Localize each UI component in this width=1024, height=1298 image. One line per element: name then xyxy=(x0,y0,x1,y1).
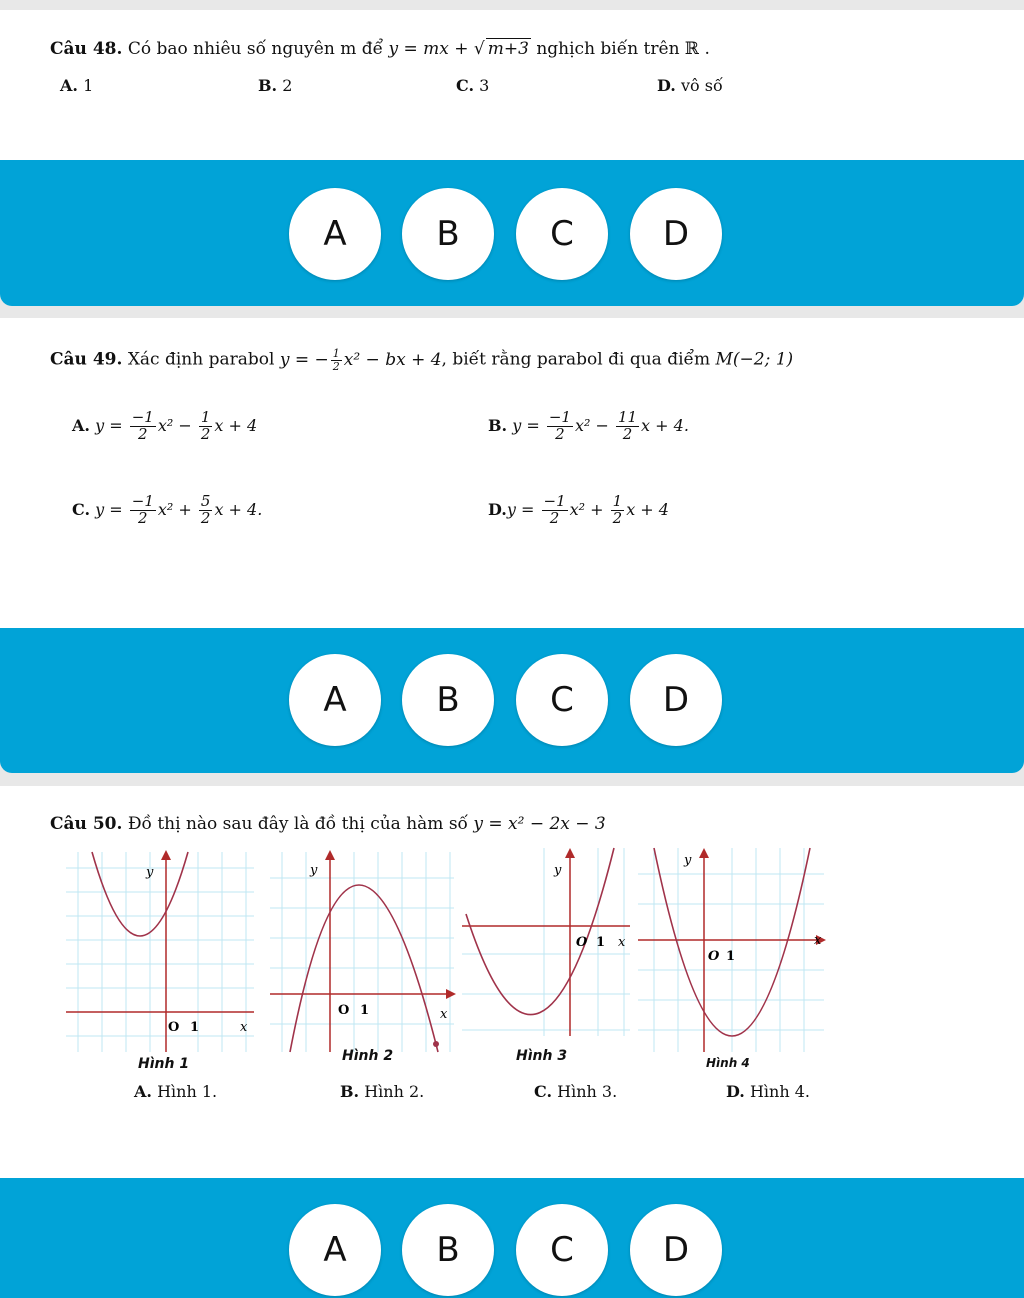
question-49-label: Câu 49. xyxy=(50,349,123,370)
q48-option-d: D. vô số xyxy=(657,76,723,95)
q48-option-c: C. 3 xyxy=(456,76,490,95)
answer-c-button[interactable]: C xyxy=(516,1204,608,1296)
question-48-label: Câu 48. xyxy=(50,39,123,59)
question-50-card xyxy=(0,786,1024,1178)
q50-option-c: C. Hình 3. xyxy=(534,1082,618,1101)
question-49-prompt: Xác định parabol xyxy=(127,349,275,370)
answer-band-50 xyxy=(0,1178,1024,1298)
figure-4-y-label: y xyxy=(684,853,692,868)
question-49-prompt-end: , biết rằng parabol đi qua điểm xyxy=(441,349,711,370)
question-48-expression: y = mx + √ m+3 xyxy=(388,39,529,59)
answer-band-48 xyxy=(0,160,1024,306)
figure-3-one-label: 1 xyxy=(596,935,606,950)
question-50-text xyxy=(50,814,606,834)
figure-2-caption: Hình 2 xyxy=(342,1048,394,1064)
figure-2-y-label: y xyxy=(310,863,318,878)
q48-option-a: A. 1 xyxy=(60,76,94,95)
figure-3-y-label: y xyxy=(554,863,562,878)
q49-option-b: B. y = $\frac{-1}{2}$ x² − $\frac{11}{2}$ x + 4. xyxy=(488,408,689,443)
answer-b-button[interactable]: B xyxy=(402,1204,494,1296)
figure-1-caption: Hình 1 xyxy=(138,1056,190,1072)
question-50-expression: y = x² − 2x − 3 xyxy=(473,814,606,834)
figure-1-y-label: y xyxy=(146,865,154,880)
question-49-expression: y = − $\frac{1}{2}$ x² − bx + 4 xyxy=(279,347,442,373)
figure-2-origin-label: O xyxy=(338,1003,350,1018)
figure-1-origin-label: O xyxy=(168,1020,180,1035)
question-49-point: M(−2; 1) xyxy=(715,349,794,370)
figure-3-graph xyxy=(458,844,634,1040)
q49-option-d: D.y = $\frac{-1}{2}$ x² + $\frac{1}{2}$ x + 4 xyxy=(488,492,669,527)
answer-d-button[interactable]: D xyxy=(630,188,722,280)
q48-option-b: B. 2 xyxy=(258,76,293,95)
figure-3-x-label: x xyxy=(618,935,626,950)
q50-option-d: D. Hình 4. xyxy=(726,1082,810,1101)
figure-1-one-label: 1 xyxy=(190,1020,200,1035)
question-49-text xyxy=(50,348,793,372)
figure-2-x-label: x xyxy=(440,1007,448,1022)
question-49-card xyxy=(0,318,1024,628)
answer-d-button[interactable]: D xyxy=(630,654,722,746)
figure-1-x-label: x xyxy=(240,1020,248,1035)
figure-2-one-label: 1 xyxy=(360,1003,370,1018)
question-48-prompt-end: nghịch biến trên ℝ . xyxy=(536,39,710,59)
question-48-text xyxy=(50,38,710,59)
answer-band-49 xyxy=(0,628,1024,773)
figure-4-x-label: x xyxy=(814,933,822,948)
answer-a-button[interactable]: A xyxy=(289,654,381,746)
question-50-label: Câu 50. xyxy=(50,814,123,834)
figure-1-graph xyxy=(62,848,258,1058)
figure-2-graph xyxy=(266,848,458,1058)
question-50-prompt: Đồ thị nào sau đây là đồ thị của hàm số xyxy=(127,814,468,834)
figure-4-origin-label: O xyxy=(708,949,720,964)
answer-d-button[interactable]: D xyxy=(630,1204,722,1296)
q50-option-b: B. Hình 2. xyxy=(340,1082,425,1101)
answer-b-button[interactable]: B xyxy=(402,654,494,746)
figure-4-caption: Hình 4 xyxy=(706,1056,750,1070)
figure-4-one-label: 1 xyxy=(726,949,736,964)
figure-4-graph xyxy=(634,844,828,1056)
q49-option-c: C. y = $\frac{-1}{2}$ x² + $\frac{5}{2}$ x + 4. xyxy=(72,492,263,527)
answer-c-button[interactable]: C xyxy=(516,188,608,280)
answer-b-button[interactable]: B xyxy=(402,188,494,280)
question-48-card xyxy=(0,10,1024,160)
q50-option-a: A. Hình 1. xyxy=(134,1082,218,1101)
answer-a-button[interactable]: A xyxy=(289,1204,381,1296)
answer-c-button[interactable]: C xyxy=(516,654,608,746)
q49-option-a: A. y = $\frac{-1}{2}$ x² − $\frac{1}{2}$ x + 4 xyxy=(72,408,258,443)
answer-a-button[interactable]: A xyxy=(289,188,381,280)
figure-3-caption: Hình 3 xyxy=(516,1048,568,1064)
question-48-prompt: Có bao nhiêu số nguyên m để xyxy=(127,39,384,59)
figure-3-origin-label: O xyxy=(576,935,588,950)
